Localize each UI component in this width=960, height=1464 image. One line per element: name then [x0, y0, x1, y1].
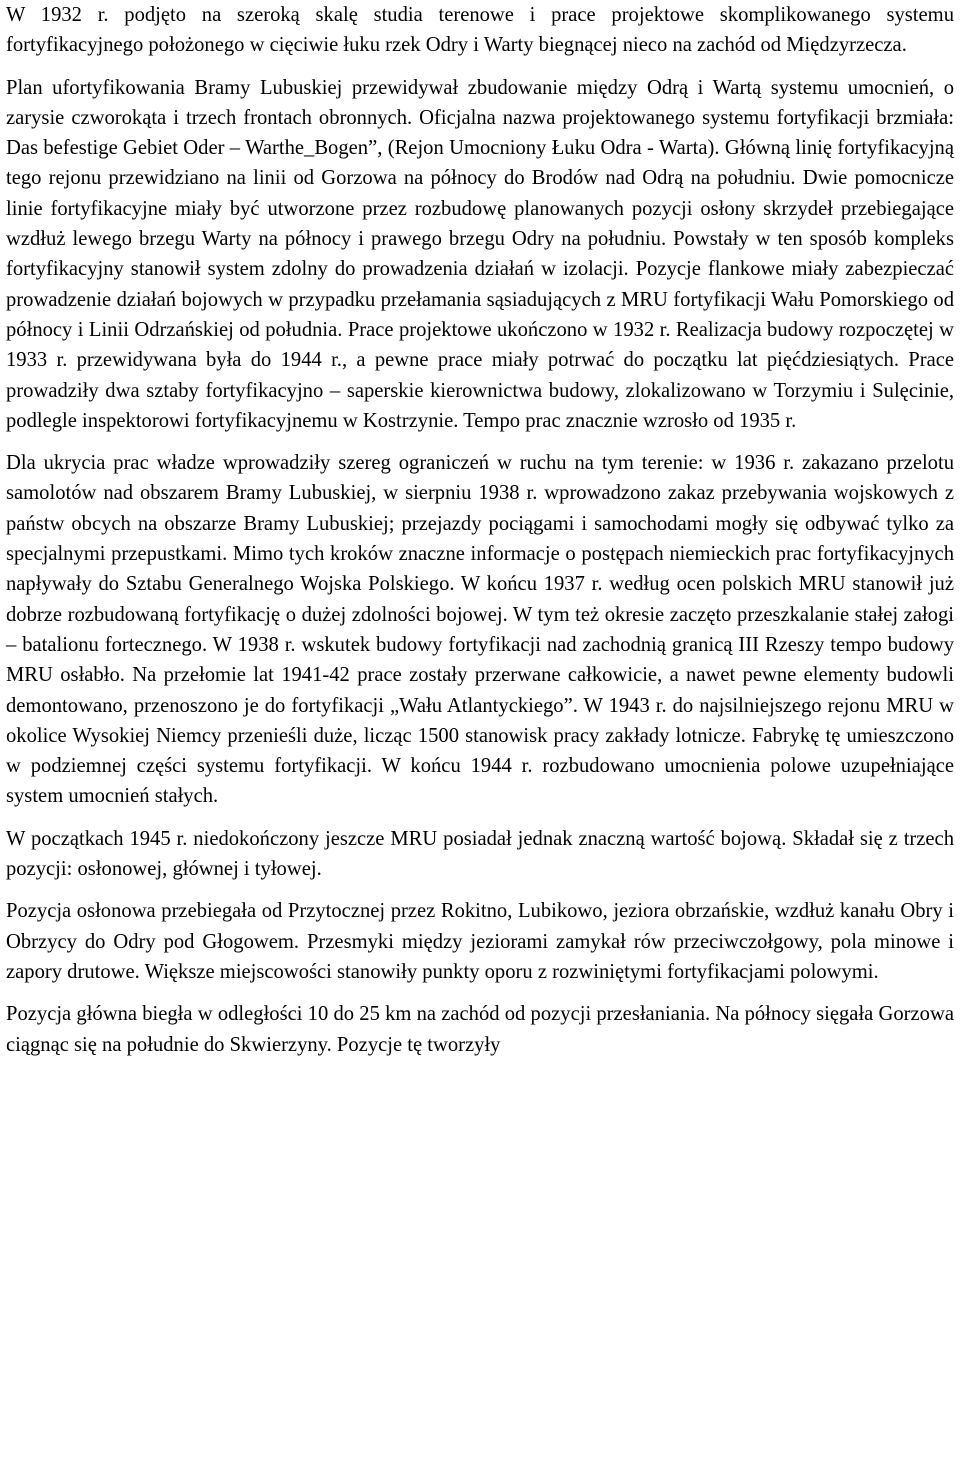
paragraph-1945: W początkach 1945 r. niedokończony jeszcze MRU posiadał jednak znaczną wartość bojową. Składał się z trzech pozycji: osłonowej, głównej i tyłowej. — [6, 827, 954, 881]
paragraph-main-position: Pozycja główna biegła w odległości 10 do 25 km na zachód od pozycji przesłaniania. Na północy sięgała Gorzowa ciągnąc się na południe do Skwierzyny. Pozycje tę tworzyły — [6, 1003, 954, 1056]
paragraph-plan: Plan ufortyfikowania Bramy Lubuskiej przewidywał zbudowanie między Odrą i Wartą systemu umocnień, o zarysie czworokąta i trzech frontach obronnych. Oficjalna nazwa projektowanego systemu fortyfikacji brzmiała: Das befestige Gebiet Oder – Warthe_Bogen”, (Rejon Umocniony Łuku Odra - Warta). Główną linię fortyfikacyjną tego rejonu przewidziano na linii od Gorzowa na północy do Brodów nad Odrą na południu. Dwie pomocnicze linie fortyfikacyjne miały być utworzone przez rozbudowę planowanych pozycji osłony skrzydeł przebiegające wzdłuż lewego brzegu Warty na północy i prawego brzegu Odry na południu. Powstały w ten sposób kompleks fortyfikacyjny stanowił system zdolny do prowadzenia działań w izolacji. Pozycje flankowe miały zabezpieczać prowadzenie działań bojowych w przypadku przełamania sąsiadujących z MRU fortyfikacji Wału Pomorskiego od północy i Linii Odrzańskiej od południa. Prace projektowe ukończono w 1932 r. Realizacja budowy rozpoczętej w 1933 r. przewidywana była do 1944 r., a pewne prace miały potrwać do początku lat pięćdziesiątych. Prace prowadziły dwa sztaby fortyfikacyjno – saperskie kierownictwa budowy, zlokalizowano w Torzymiu i Sulęcinie, podlegle inspektorowi fortyfikacyjnemu w Kostrzynie. Tempo prac znacznie wzrosło od 1935 r. — [6, 76, 954, 432]
paragraph-cover-position: Pozycja osłonowa przebiegała od Przytocznej przez Rokitno, Lubikowo, jeziora obrzańskie, wzdłuż kanału Obry i Obrzycy do Odry pod Głogowem. Przesmyki między jeziorami zamykał rów przeciwczołgowy, pola minowe i zapory drutowe. Większe miejscowości stanowiły punkty oporu z rozwiniętymi fortyfikacjami polowymi. — [6, 900, 954, 983]
document-page — [6, 0, 954, 1060]
paragraph-intro: W 1932 r. podjęto na szeroką skalę studia terenowe i prace projektowe skomplikowanego systemu fortyfikacyjnego położonego w cięciwie łuku rzek Odry i Warty biegnącej nieco na zachód od Międzyrzecza. — [6, 4, 954, 57]
paragraph-secrecy: Dla ukrycia prac władze wprowadziły szereg ograniczeń w ruchu na tym terenie: w 1936 r. zakazano przelotu samolotów nad obszarem Bramy Lubuskiej, w sierpniu 1938 r. wprowadzono zakaz przebywania wojskowych z państw obcych na obszarze Bramy Lubuskiej; przejazdy pociągami i samochodami mogły się odbywać tylko za specjalnymi przepustkami. Mimo tych kroków znaczne informacje o postępach niemieckich prac fortyfikacyjnych napływały do Sztabu Generalnego Wojska Polskiego. W końcu 1937 r. według ocen polskich MRU stanowił już dobrze rozbudowaną fortyfikację o dużej zdolności bojowej. W tym też okresie zaczęto przeszkalanie stałej załogi – batalionu fortecznego. W 1938 r. wskutek budowy fortyfikacji nad zachodnią granicą III Rzeszy tempo budowy MRU osłabło. Na przełomie lat 1941-42 prace zostały przerwane całkowicie, a nawet pewne elementy budowli demontowano, przenoszono je do fortyfikacji „Wału Atlantyckiego”. W 1943 r. do najsilniejszego rejonu MRU w okolice Wysokiej Niemcy przenieśli duże, licząc 1500 stanowisk pracy zakłady lotnicze. Fabrykę tę umieszczono w podziemnej części systemu fortyfikacji. W końcu 1944 r. rozbudowano umocnienia polowe uzupełniające system umocnień stałych. — [6, 452, 954, 808]
